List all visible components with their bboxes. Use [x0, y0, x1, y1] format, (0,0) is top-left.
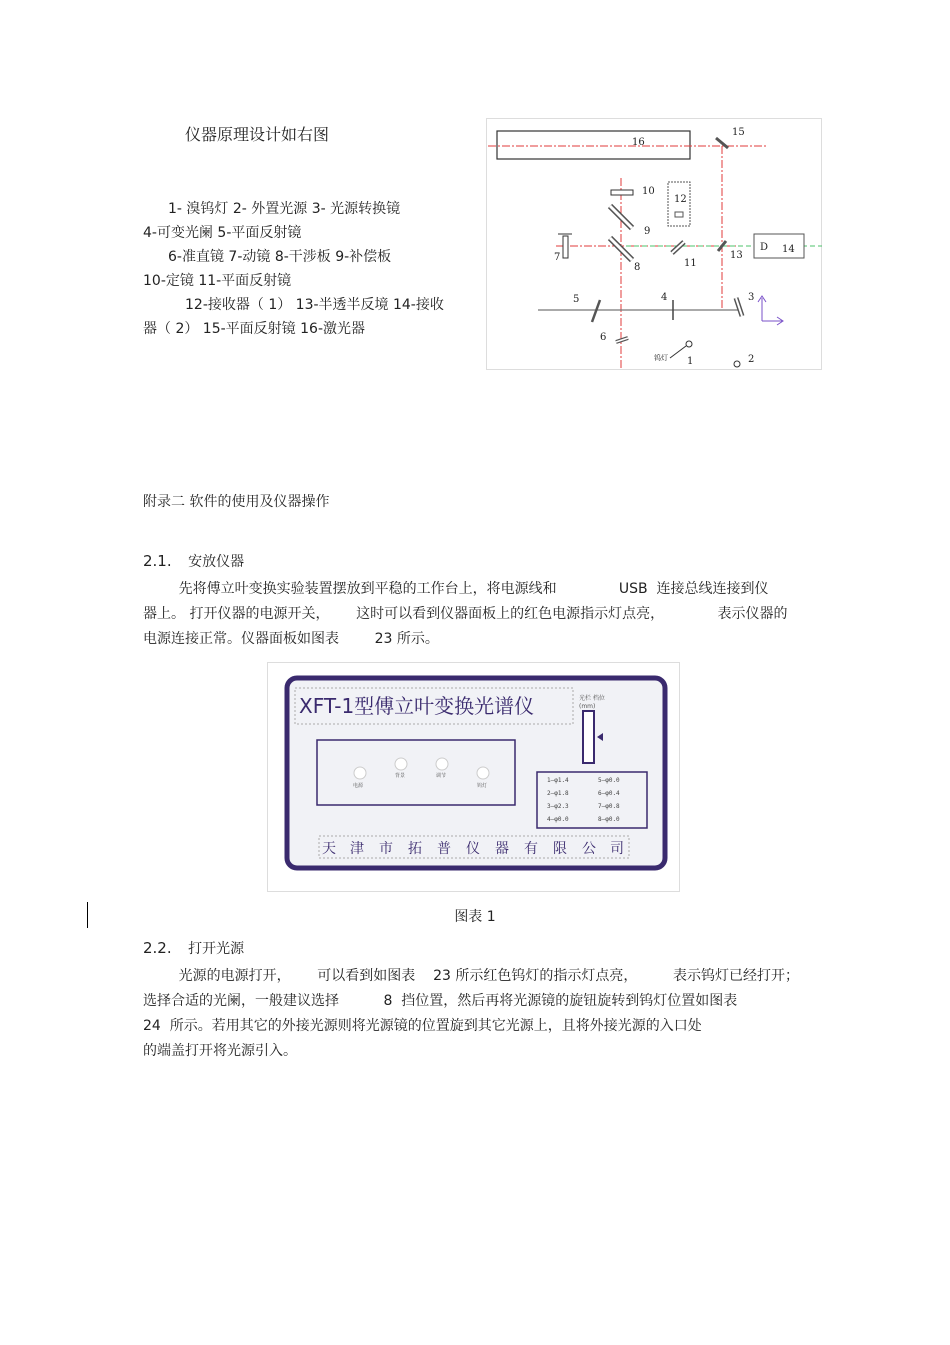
table-cell: 5—φ0.0 [598, 777, 620, 784]
table-cell: 7—φ0.8 [598, 803, 620, 810]
section-heading-2-2 [143, 938, 244, 958]
section-number: 2.1. [143, 552, 172, 570]
company-char: 拓 [408, 841, 422, 857]
adjust-button[interactable] [436, 758, 448, 770]
label-16: 16 [632, 137, 645, 148]
label-12: 12 [674, 194, 687, 205]
company-char: 有 [524, 841, 538, 857]
table-cell: 8—φ0.0 [598, 816, 620, 823]
company-char: 公 [582, 841, 596, 857]
label-9: 9 [644, 226, 651, 237]
label-7: 7 [554, 252, 561, 263]
instrument-panel [267, 662, 680, 892]
label-14-d: D [760, 242, 769, 253]
paragraph-line: 电源连接正常。仪器面板如图表 23 所示。 [143, 631, 439, 647]
component-legend [143, 197, 483, 341]
label-13: 13 [730, 250, 743, 261]
section-number: 2.2. [143, 939, 172, 957]
section-heading-2-1 [143, 551, 244, 571]
appendix-title: 附录二 软件的使用及仪器操作 [143, 494, 330, 510]
label-4: 4 [661, 292, 668, 303]
section-title: 安放仪器 [188, 554, 245, 570]
legend-line: 器（ 2） 15-平面反射镜 16-激光器 [143, 321, 365, 337]
paragraph-2-2 [143, 964, 799, 1064]
power-label: 电源 [353, 783, 364, 789]
paragraph-line: 器上。 打开仪器的电源开关， 这时可以看到仪器面板上的红色电源指示灯点亮， 表示仪器的 [143, 606, 788, 622]
lamp-1 [686, 341, 692, 347]
company-char: 津 [350, 841, 364, 857]
panel-title: XFT-1型傅立叶变换光谱仪 [299, 694, 535, 718]
label-11: 11 [684, 258, 697, 269]
legend-line: 12-接收器（ 1） 13-半透半反境 14-接收 [185, 297, 444, 313]
power-button[interactable] [354, 767, 366, 779]
label-3: 3 [748, 292, 755, 303]
company-char: 天 [322, 841, 336, 857]
optical-diagram [486, 118, 822, 370]
tungsten-label: 钨灯 [477, 783, 488, 789]
tungsten-button[interactable] [477, 767, 489, 779]
receiver-12-slot [675, 212, 683, 217]
laser-box [497, 131, 690, 159]
table-cell: 6—φ0.4 [598, 790, 620, 797]
section-title: 打开光源 [188, 941, 245, 957]
label-6: 6 [600, 332, 607, 343]
fixed-mirror-10 [611, 190, 633, 195]
table-cell: 2—φ1.8 [547, 790, 569, 797]
label-2: 2 [748, 354, 755, 365]
table-cell: 1—φ1.4 [547, 777, 569, 784]
legend-line: 1- 溴钨灯 2- 外置光源 3- 光源转换镜 [168, 201, 401, 217]
aperture-slot [583, 711, 594, 763]
aperture-label: 光栏 档位 [579, 695, 605, 702]
adjust-label: 调节 [436, 773, 447, 779]
label-15: 15 [732, 127, 745, 138]
company-char: 仪 [466, 841, 480, 857]
company-char: 限 [553, 841, 567, 857]
background-button[interactable] [395, 758, 407, 770]
legend-line: 4-可变光阑 5-平面反射镜 [143, 225, 302, 241]
label-lamp: 钨灯 [654, 354, 668, 362]
label-10: 10 [642, 186, 655, 197]
svg-text:(mm): (mm) [579, 703, 596, 710]
paragraph-line: 24 所示。若用其它的外接光源则将光源镜的位置旋到其它光源上，且将外接光源的入口处 [143, 1018, 702, 1034]
paragraph-line: 选择合适的光阑，一般建议选择 8 挡位置，然后再将光源镜的旋钮旋转到钨灯位置如图表 [143, 993, 738, 1009]
legend-line: 6-准直镜 7-动镜 8-干涉板 9-补偿板 [168, 249, 392, 265]
table-cell: 4—φ0.0 [547, 816, 569, 823]
company-char: 市 [379, 841, 393, 857]
diagram-title: 仪器原理设计如右图 [185, 125, 330, 144]
company-char: 司 [610, 841, 624, 857]
legend-line: 10-定镜 11-平面反射镜 [143, 273, 292, 289]
company-char: 普 [437, 841, 451, 857]
table-cell: 3—φ2.3 [547, 803, 569, 810]
label-8: 8 [634, 262, 641, 273]
company-char: 器 [495, 841, 509, 857]
paragraph-2-1 [143, 577, 788, 652]
moving-mirror-7 [563, 236, 568, 258]
paragraph-line: 先将傅立叶变换实验装置摆放到平稳的工作台上，将电源线和 USB 连接总线连接到仪 [143, 581, 769, 597]
paragraph-line: 光源的电源打开， 可以看到如图表 23 所示红色钨灯的指示灯点亮， 表示钨灯已经打开； [143, 968, 799, 984]
figure-caption: 图表 1 [454, 909, 496, 925]
external-source-2 [734, 361, 740, 367]
label-5: 5 [573, 294, 580, 305]
label-1: 1 [687, 356, 694, 367]
label-14: 14 [782, 244, 795, 255]
paragraph-line: 的端盖打开将光源引入。 [143, 1043, 297, 1059]
background-label: 背景 [395, 773, 406, 779]
